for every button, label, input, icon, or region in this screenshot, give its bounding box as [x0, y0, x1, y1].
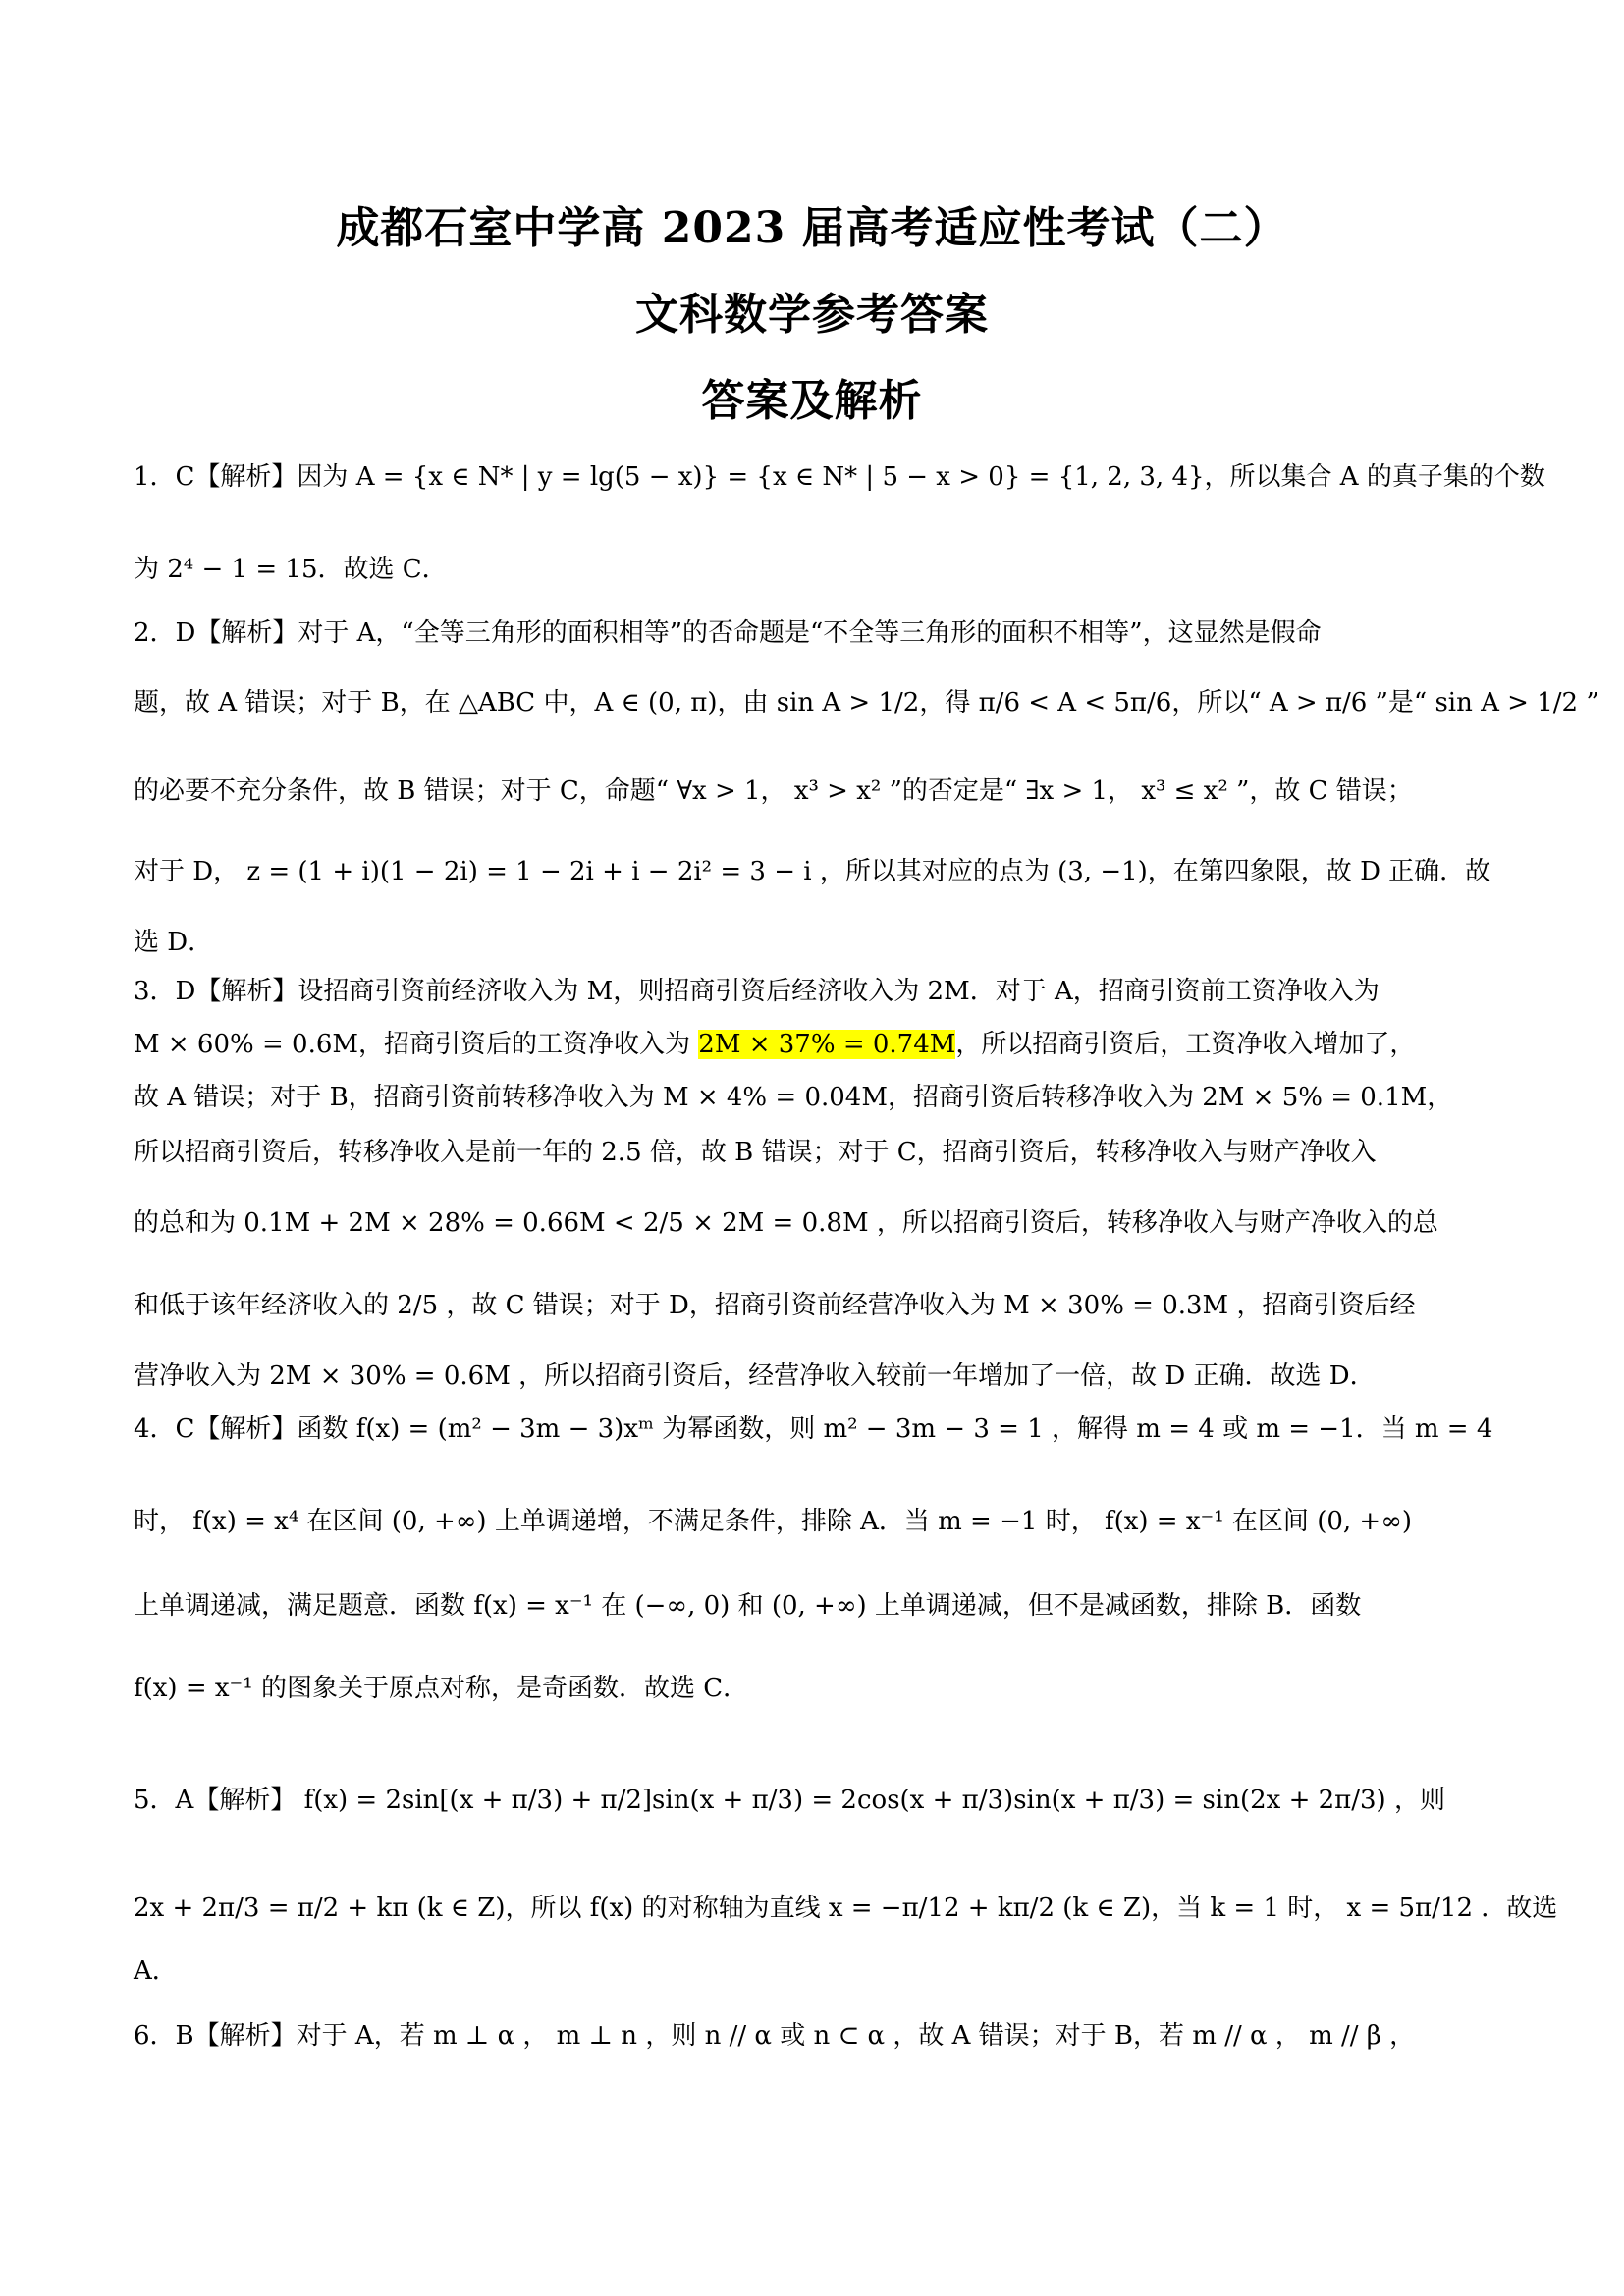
solution-line: 营净收入为 2M × 30% = 0.6M ，所以招商引资后，经营净收入较前一年增加了一倍，故 D 正确．故选 D． — [134, 1362, 1376, 1391]
solution-line: f(x) = x⁻¹ 的图象关于原点对称，是奇函数．故选 C． — [134, 1674, 749, 1703]
document-subtitle: 文科数学参考答案 — [635, 290, 989, 340]
highlighted-formula: 2M × 37% = 0.74M — [698, 1030, 956, 1059]
solution-line: 上单调递减，满足题意．函数 f(x) = x⁻¹ 在 (−∞, 0) 和 (0, +∞) 上单调递减，但不是减函数，排除 B．函数 — [134, 1591, 1362, 1621]
solution-line: 3．D【解析】设招商引资前经济收入为 M，则招商引资后经济收入为 2M．对于 A，招商引资前工资净收入为 — [134, 977, 1380, 1006]
section-heading: 答案及解析 — [701, 376, 923, 426]
solution-line — [134, 1025, 1498, 1064]
solution-line: 5．A【解析】 f(x) = 2sin[(x + π/3) + π/2]sin(x + π/3) = 2cos(x + π/3)sin(x + π/3) = sin(2x + 2π/3) ，则 — [134, 1786, 1445, 1815]
document-title: 成都石室中学高 2023 届高考适应性考试（二） — [336, 203, 1288, 253]
solution-line: 故 A 错误；对于 B，招商引资前转移净收入为 M × 4% = 0.04M，招商引资后转移净收入为 2M × 5% = 0.1M， — [134, 1083, 1453, 1112]
solution-line: 题，故 A 错误；对于 B，在 △ABC 中，A ∈ (0, π)，由 sin A > 1/2，得 π/6 < A < 5π/6，所以“ A > π/6 ”是“ sin A > 1/2 ” — [134, 688, 1599, 718]
solution-line: 选 D． — [134, 928, 214, 957]
solution-line: 4．C【解析】函数 f(x) = (m² − 3m − 3)xᵐ 为幂函数，则 m² − 3m − 3 = 1 ，解得 m = 4 或 m = −1．当 m = 4 — [134, 1415, 1493, 1444]
solution-line: 时， f(x) = x⁴ 在区间 (0, +∞) 上单调递增，不满足条件，排除 A．当 m = −1 时， f(x) = x⁻¹ 在区间 (0, +∞) — [134, 1507, 1412, 1536]
solution-line: 的总和为 0.1M + 2M × 28% = 0.66M < 2/5 × 2M = 0.8M ，所以招商引资后，转移净收入与财产净收入的总 — [134, 1208, 1438, 1238]
solution-line: 和低于该年经济收入的 2/5 ，故 C 错误；对于 D，招商引资前经营净收入为 M × 30% = 0.3M ，招商引资后经 — [134, 1291, 1416, 1320]
line-text: ，所以招商引资后，工资净收入增加了， — [955, 1030, 1416, 1059]
solution-line: 为 2⁴ − 1 = 15．故选 C． — [134, 555, 448, 584]
line-text: M × 60% = 0.6M，招商引资后的工资净收入为 — [134, 1030, 699, 1059]
solution-line: 2．D【解析】对于 A，“全等三角形的面积相等”的否命题是“不全等三角形的面积不相等”，这显然是假命 — [134, 618, 1322, 648]
solution-line: 2x + 2π/3 = π/2 + kπ (k ∈ Z)，所以 f(x) 的对称轴为直线 x = −π/12 + kπ/2 (k ∈ Z)，当 k = 1 时， x = 5π/12 ．故选 — [134, 1894, 1558, 1923]
solution-line: A． — [134, 1956, 178, 1986]
solution-line: 1．C【解析】因为 A = {x ∈ N* | y = lg(5 − x)} = {x ∈ N* | 5 − x > 0} = {1, 2, 3, 4}，所以集合 A 的真子集的个数 — [134, 462, 1545, 492]
solution-line: 所以招商引资后，转移净收入是前一年的 2.5 倍，故 B 错误；对于 C，招商引资后，转移净收入与财产净收入 — [134, 1138, 1377, 1167]
solution-line: 对于 D， z = (1 + i)(1 − 2i) = 1 − 2i + i − 2i² = 3 − i ，所以其对应的点为 (3, −1)，在第四象限，故 D 正确．故 — [134, 857, 1491, 886]
solution-line: 6．B【解析】对于 A，若 m ⊥ α ， m ⊥ n ，则 n // α 或 n ⊂ α ，故 A 错误；对于 B，若 m // α ， m // β ， — [134, 2021, 1416, 2051]
solution-line: 的必要不充分条件，故 B 错误；对于 C，命题“ ∀x > 1， x³ > x² ”的否定是“ ∃x > 1， x³ ≤ x² ”，故 C 错误； — [134, 776, 1413, 806]
